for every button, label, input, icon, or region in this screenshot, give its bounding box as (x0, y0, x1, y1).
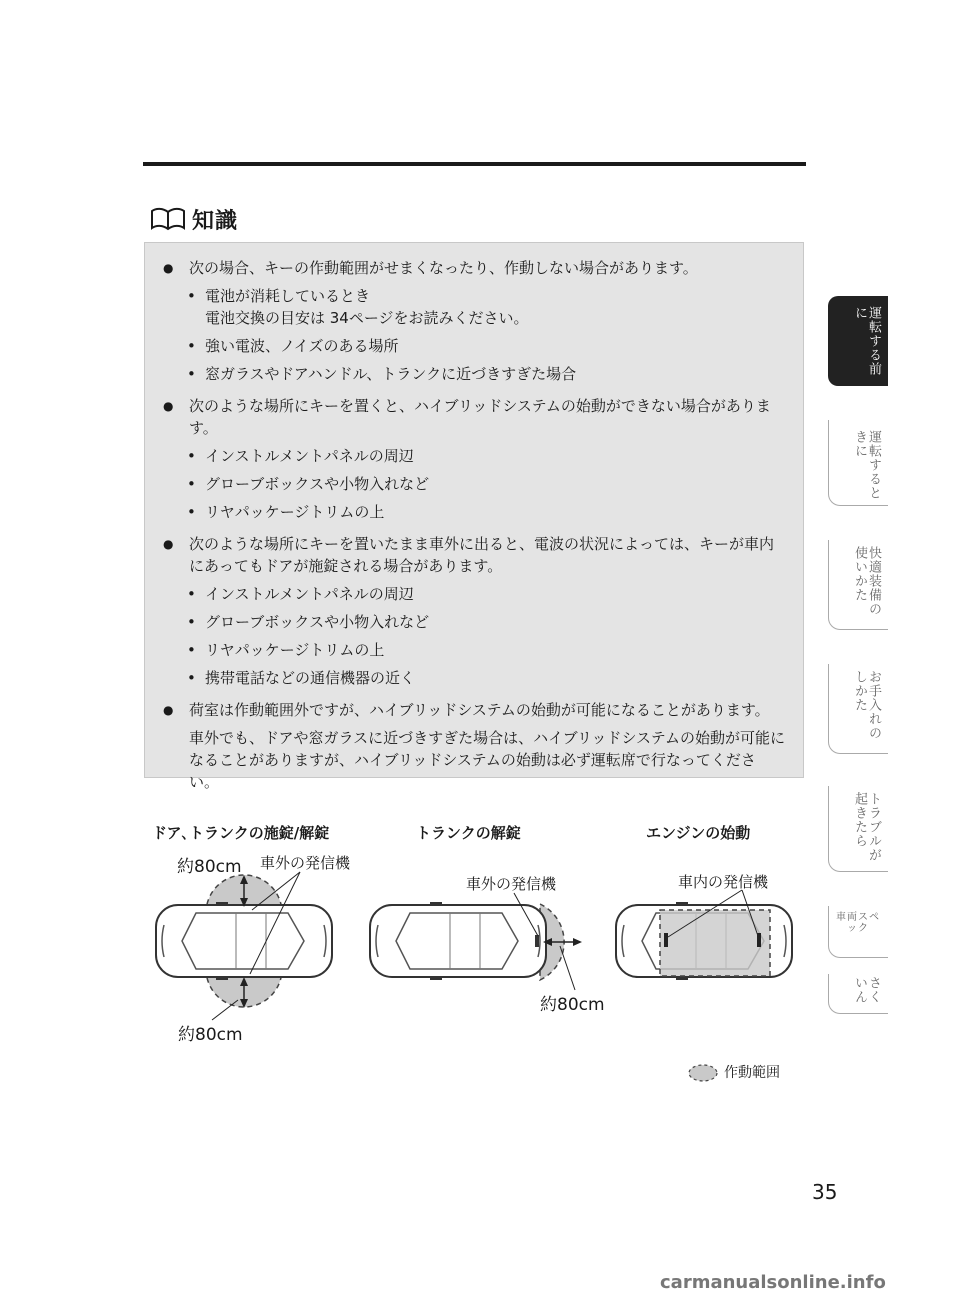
diagram-engine-range (616, 890, 792, 980)
diagram-trunk-range (370, 893, 582, 990)
watermark: carmanualsonline.info (660, 1272, 886, 1293)
tab-troubleshooting[interactable]: トラブルが起きたら (828, 786, 888, 872)
bullet-cont: 車外でも、ドアや窓ガラスに近づきすぎた場合は、ハイブリッドシステムの始動が可能になることがありますが、ハイブリッドシステムの始動は必ず運転席で行なってください。 (189, 729, 785, 791)
sub-item: • 携帯電話などの通信機器の近く (159, 667, 785, 689)
sub-item: • グローブボックスや小物入れなど (159, 611, 785, 633)
diagram-title: ドア､トランクの施錠/解錠 (152, 824, 330, 842)
distance-label: 約80cm (178, 1025, 243, 1045)
distance-label: 約80cm (177, 857, 242, 877)
distance-label: 約80cm (540, 995, 605, 1015)
tab-driving-before[interactable]: 運転する前に (828, 296, 888, 386)
sub-item: • インストルメントパネルの周辺 (159, 583, 785, 605)
bullet-text: ● 次のような場所にキーを置くと、ハイブリッドシステムの始動ができない場合があります。 (159, 395, 785, 439)
tab-maintenance[interactable]: お手入れのしかた (828, 664, 888, 754)
transmitter-label: 車外の発信機 (260, 854, 351, 872)
sub-item: • リヤパッケージトリムの上 (159, 501, 785, 523)
legend-label: 作動範囲 (724, 1065, 780, 1081)
transmitter-label: 車内の発信機 (678, 873, 769, 891)
diagram-door-range (156, 872, 332, 1020)
page-number: 35 (812, 1180, 838, 1204)
transmitter-label: 車外の発信機 (466, 875, 557, 893)
sub-item: • 窓ガラスやドアハンドル、トランクに近づきすぎた場合 (159, 363, 785, 385)
legend (688, 1062, 780, 1082)
sub-item: • 電池が消耗しているとき (159, 285, 785, 307)
sub-item: • インストルメントパネルの周辺 (159, 445, 785, 467)
tab-specifications[interactable]: 車両スペック (828, 906, 888, 958)
tab-comfort-equipment[interactable]: 快適装備の使いかた (828, 540, 888, 630)
tab-index[interactable]: さくいん (828, 974, 888, 1014)
sub-item: • 強い電波、ノイズのある場所 (159, 335, 785, 357)
sub-item: • リヤパッケージトリムの上 (159, 639, 785, 661)
diagram-title: エンジンの始動 (646, 824, 751, 842)
tab-while-driving[interactable]: 運転するときに (828, 420, 888, 506)
section-title: 知識 (192, 208, 239, 234)
diagram-title: トランクの解錠 (416, 824, 521, 842)
bullet-text: ● 次のような場所にキーを置いたまま車外に出ると、電波の状況によっては、キーが車内にあってもドアが施錠される場合があります。 (159, 533, 785, 577)
bullet-text: ● 荷室は作動範囲外ですが、ハイブリッドシステムの始動が可能になることがあります。 (159, 699, 785, 721)
sub-item-cont: 電池交換の目安は 34ページをお読みください。 (205, 309, 529, 327)
sub-item: • グローブボックスや小物入れなど (159, 473, 785, 495)
bullet-text: ● 次の場合、キーの作動範囲がせまくなったり、作動しない場合があります。 (159, 257, 785, 279)
